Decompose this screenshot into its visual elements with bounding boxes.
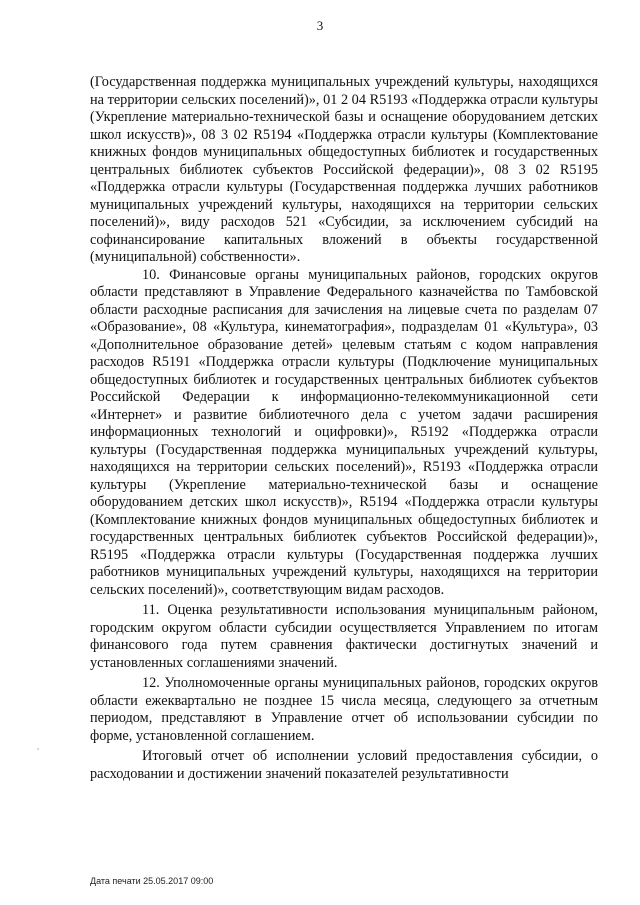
paragraph-12: 12. Уполномоченные органы муниципальных районов, городских округов области ежеквартально не позднее 15 числа месяца, следующего за отчетным периодом, представляют в Управление отчет об использовании субсидии по форме, установленной соглашением. [90, 675, 598, 744]
paragraph-11: 11. Оценка результативности использования муниципальным районом, городским округом области субсидии осуществляется Управлением по итогам финансового года путем сравнения фактически достигнутых значений и установленных соглашениями значений. [90, 602, 598, 671]
document-body [90, 74, 598, 783]
page-number: 3 [316, 18, 324, 33]
paragraph-10: 10. Финансовые органы муниципальных районов, городских округов области представляют в Управление Федерального казначейства по Тамбовской области расходные расписания для зачисления на лицевые счета по разделам 07 «Образование», 08 «Культура, кинематография», подразделам 01 «Культура», 03 «Дополнительное образование детей» целевым статьям с кодом направления расходов R5191 «Поддержка отрасли культуры (Подключение муниципальных общедоступных библиотек и государственных центральных библиотек субъектов Российской Федерации к информационно-телекоммуникационной сети «Интернет» и развитие библиотечного дела с учетом задачи расширения информационных технологий и оцифровки)», R5192 «Поддержка отрасли культуры (Государственная поддержка муниципальных учреждений культуры, находящихся на территории сельских поселений)», R5193 «Поддержка отрасли культуры (Укрепление материально-технической базы и оснащение оборудованием детских школ искусств)», R5194 «Поддержка отрасли культуры (Комплектование книжных фондов муниципальных общедоступных библиотек и государственных центральных библиотек субъектов Российской федерации)», R5195 «Поддержка отрасли культуры (Государственная поддержка лучших работников муниципальных учреждений культуры, находящихся на территории сельских поселений)», соответствующим видам расходов. [90, 266, 598, 598]
paragraph-continuation: (Государственная поддержка муниципальных учреждений культуры, находящихся на территории сельских поселений)», 01 2 04 R5193 «Поддержка отрасли культуры (Укрепление материально-технической базы и оснащение оборудованием детских школ искусств)», 08 3 02 R5194 «Поддержка отрасли культуры (Комплектование книжных фондов муниципальных общедоступных библиотек и государственных центральных библиотек субъектов Российской федерации)», 08 3 02 R5195 «Поддержка отрасли культуры (Государственная поддержка лучших работников муниципальных учреждений культуры, находящихся на территории сельских поселений)», виду расходов 521 «Субсидии, за исключением субсидий на софинансирование капитальных вложений в объекты государственной (муниципальной) собственности». [90, 74, 598, 265]
margin-mark [37, 748, 39, 750]
paragraph-final-report: Итоговый отчет об исполнении условий предоставления субсидии, о расходовании и достижении значений показателей результативности [90, 748, 598, 782]
print-date: Дата печати 25.05.2017 09:00 [90, 876, 214, 886]
